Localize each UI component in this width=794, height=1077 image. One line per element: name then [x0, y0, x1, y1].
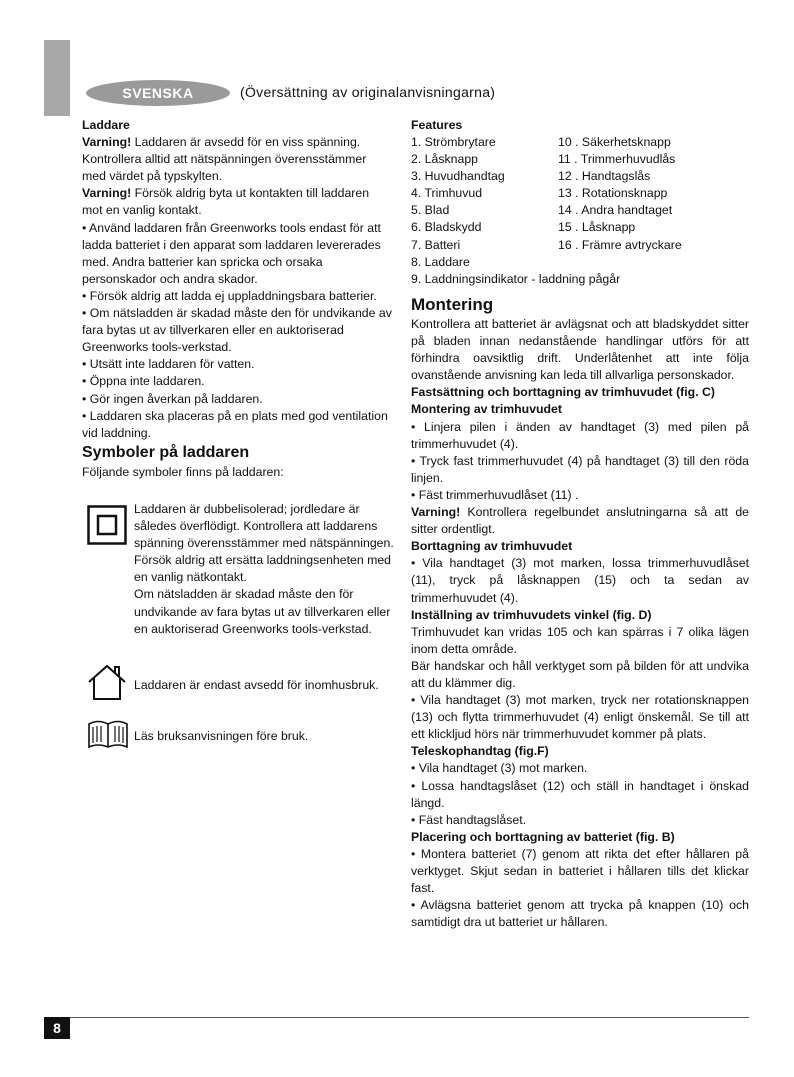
- symbols-intro: Följande symboler finns på laddaren:: [82, 464, 284, 479]
- bullet-item: • Avlägsna batteriet genom att trycka på knappen (10) och samtidigt dra ut batteriet ur hållaren.: [411, 898, 749, 930]
- feature-item: 7. Batteri: [411, 237, 461, 252]
- section-heading: Inställning av trimhuvudets vinkel (fig. D): [411, 607, 652, 622]
- translation-subtitle: (Översättning av originalanvisningarna): [240, 84, 496, 100]
- house-icon: [86, 663, 128, 706]
- warning-label: Varning!: [82, 135, 132, 150]
- paragraph: Trimhuvudet kan vridas 105 och kan spärras i 7 olika lägen inom detta område.: [411, 624, 749, 656]
- feature-item: 9. Laddningsindikator - laddning pågår: [411, 271, 621, 286]
- warning-label: Varning!: [82, 186, 132, 201]
- feature-item: 16 . Främre avtryckare: [558, 237, 682, 252]
- section-heading: Montering av trimhuvudet: [411, 402, 562, 417]
- feature-item: 13 . Rotationsknapp: [558, 186, 668, 201]
- language-badge: SVENSKA: [86, 80, 230, 106]
- bullet-item: • Försök aldrig att ladda ej uppladdningsbara batterier.: [82, 288, 377, 303]
- charger-heading: Laddare: [82, 118, 130, 132]
- bullet-item: • Öppna inte laddaren.: [82, 374, 205, 389]
- warning-plug: [82, 185, 392, 219]
- features-list: [411, 117, 749, 288]
- warning-voltage: [82, 134, 392, 185]
- left-column: [82, 117, 392, 481]
- bullet-item: • Lossa handtagslåset (12) och ställ in handtaget i önskad längd.: [411, 778, 749, 810]
- bullet-item: • Utsätt inte laddaren för vatten.: [82, 357, 255, 372]
- feature-item: 15 . Låsknapp: [558, 220, 636, 235]
- section-heading: Borttagning av trimhuvudet: [411, 539, 573, 554]
- feature-item: 1. Strömbrytare: [411, 135, 496, 149]
- warning-text: Kontrollera regelbundet anslutningarna så att de sitter ordentligt.: [411, 505, 749, 537]
- feature-item: 3. Huvudhandtag: [411, 169, 505, 184]
- warning-connections: [411, 504, 749, 538]
- bullet-item: • Tryck fast trimmerhuvudet (4) på handtaget (3) till den röda linjen.: [411, 453, 749, 485]
- section-heading: Fastsättning och borttagning av trimhuvudet (fig. C): [411, 385, 715, 400]
- features-right: [558, 134, 682, 254]
- bullet-item: • Vila handtaget (3) mot marken, tryck ner rotationsknappen (13) och flytta trimmerhuvudet (4) enligt önskemål. Se till att ett klickljud hörs när trimmerhuvudet kommer på plats.: [411, 693, 749, 742]
- bullet-item: • Använd laddaren från Greenworks tools endast för att ladda batteriet i den apparat som laddaren levererades med. Andra batterier kan spricka och orsaka personskador och andra skador.: [82, 220, 381, 286]
- side-tab-marker: [44, 40, 70, 116]
- feature-item: 5. Blad: [411, 203, 450, 218]
- bullet-item: • Vila handtaget (3) mot marken.: [411, 761, 588, 776]
- bullet-item: • Fäst handtagslåset.: [411, 812, 527, 827]
- bullet-item: • Vila handtaget (3) mot marken, lossa trimmerhuvudlåset (11), tryck på låsknappen (15) och ta sedan av trimmerhuvudet (4).: [411, 556, 749, 605]
- mounting-heading: Montering: [411, 295, 494, 314]
- warning-text: Laddaren är avsedd för en viss spänning. Kontrollera alltid att nätspänningen överensstämmer med värdet på typskylten.: [82, 135, 367, 184]
- double-insulation-text: [134, 501, 404, 638]
- bullet-item: • Om nätsladden är skadad måste den för undvikande av fara bytas ut av tillverkaren eller en auktoriserad Greenworks tools-verkstad.: [82, 306, 392, 355]
- book-icon: [86, 720, 130, 755]
- feature-item: 8. Laddare: [411, 254, 470, 269]
- section-heading: Teleskophandtag (fig.F): [411, 744, 549, 759]
- feature-item: 10 . Säkerhetsknapp: [558, 135, 671, 149]
- feature-item: 6. Bladskydd: [411, 220, 482, 235]
- bullet-item: • Fäst trimmerhuvudlåset (11) .: [411, 487, 579, 502]
- features-heading: Features: [411, 118, 463, 132]
- footer-rule: [44, 1017, 749, 1018]
- symbol-description: Laddaren är dubbelisolerad; jordledare är således överflödigt. Kontrollera att laddarens spänning överensstämmer med nätspänningen. Försök aldrig att ersätta laddningsenheten med en vanlig nätkontakt.: [134, 502, 394, 585]
- feature-item: 4. Trimhuvud: [411, 186, 483, 201]
- right-column: [411, 117, 749, 931]
- bullet-item: • Montera batteriet (7) genom att rikta det efter hållaren på verktyget. Skjut sedan in batteriet i hållaren tills det klickar fast.: [411, 846, 749, 896]
- feature-item: 2. Låsknapp: [411, 152, 479, 167]
- section-heading: Placering och borttagning av batteriet (fig. B): [411, 829, 675, 844]
- page-number: 8: [44, 1017, 70, 1039]
- bullet-item: • Linjera pilen i änden av handtaget (3) med pilen på trimmerhuvudet (4).: [411, 419, 749, 451]
- read-manual-text: Läs bruksanvisningen före bruk.: [134, 729, 309, 743]
- warning-text: Försök aldrig byta ut kontakten till laddaren mot en vanlig kontakt.: [82, 186, 370, 218]
- symbol-description: Om nätsladden är skadad måste den för undvikande av fara bytas ut av tillverkaren eller en auktoriserad Greenworks tools-verkstad.: [134, 587, 391, 636]
- symbols-heading: Symboler på laddaren: [82, 443, 250, 461]
- bullet-item: • Laddaren ska placeras på en plats med god ventilation vid laddning.: [82, 408, 388, 440]
- indoor-use-text: Laddaren är endast avsedd för inomhusbruk.: [134, 678, 379, 692]
- paragraph: Bär handskar och håll verktyget som på bilden för att undvika att du klämmer dig.: [411, 658, 749, 690]
- bullet-item: • Gör ingen åverkan på laddaren.: [82, 391, 263, 406]
- warning-label: Varning!: [411, 505, 461, 520]
- mounting-intro: Kontrollera att batteriet är avlägsnat och att bladskyddet sitter på bladen innan nedanstående handlingar utförs för att förhindra oavsiktlig drift. Underlåtenhet att inte följa ovanstående anvisning kan leda till allvarliga personskador.: [411, 317, 749, 383]
- feature-item: 12 . Handtagslås: [558, 169, 651, 184]
- feature-item: 14 . Andra handtaget: [558, 203, 673, 218]
- double-insulation-icon: [87, 505, 127, 550]
- feature-item: 11 . Trimmerhuvudlås: [558, 152, 676, 167]
